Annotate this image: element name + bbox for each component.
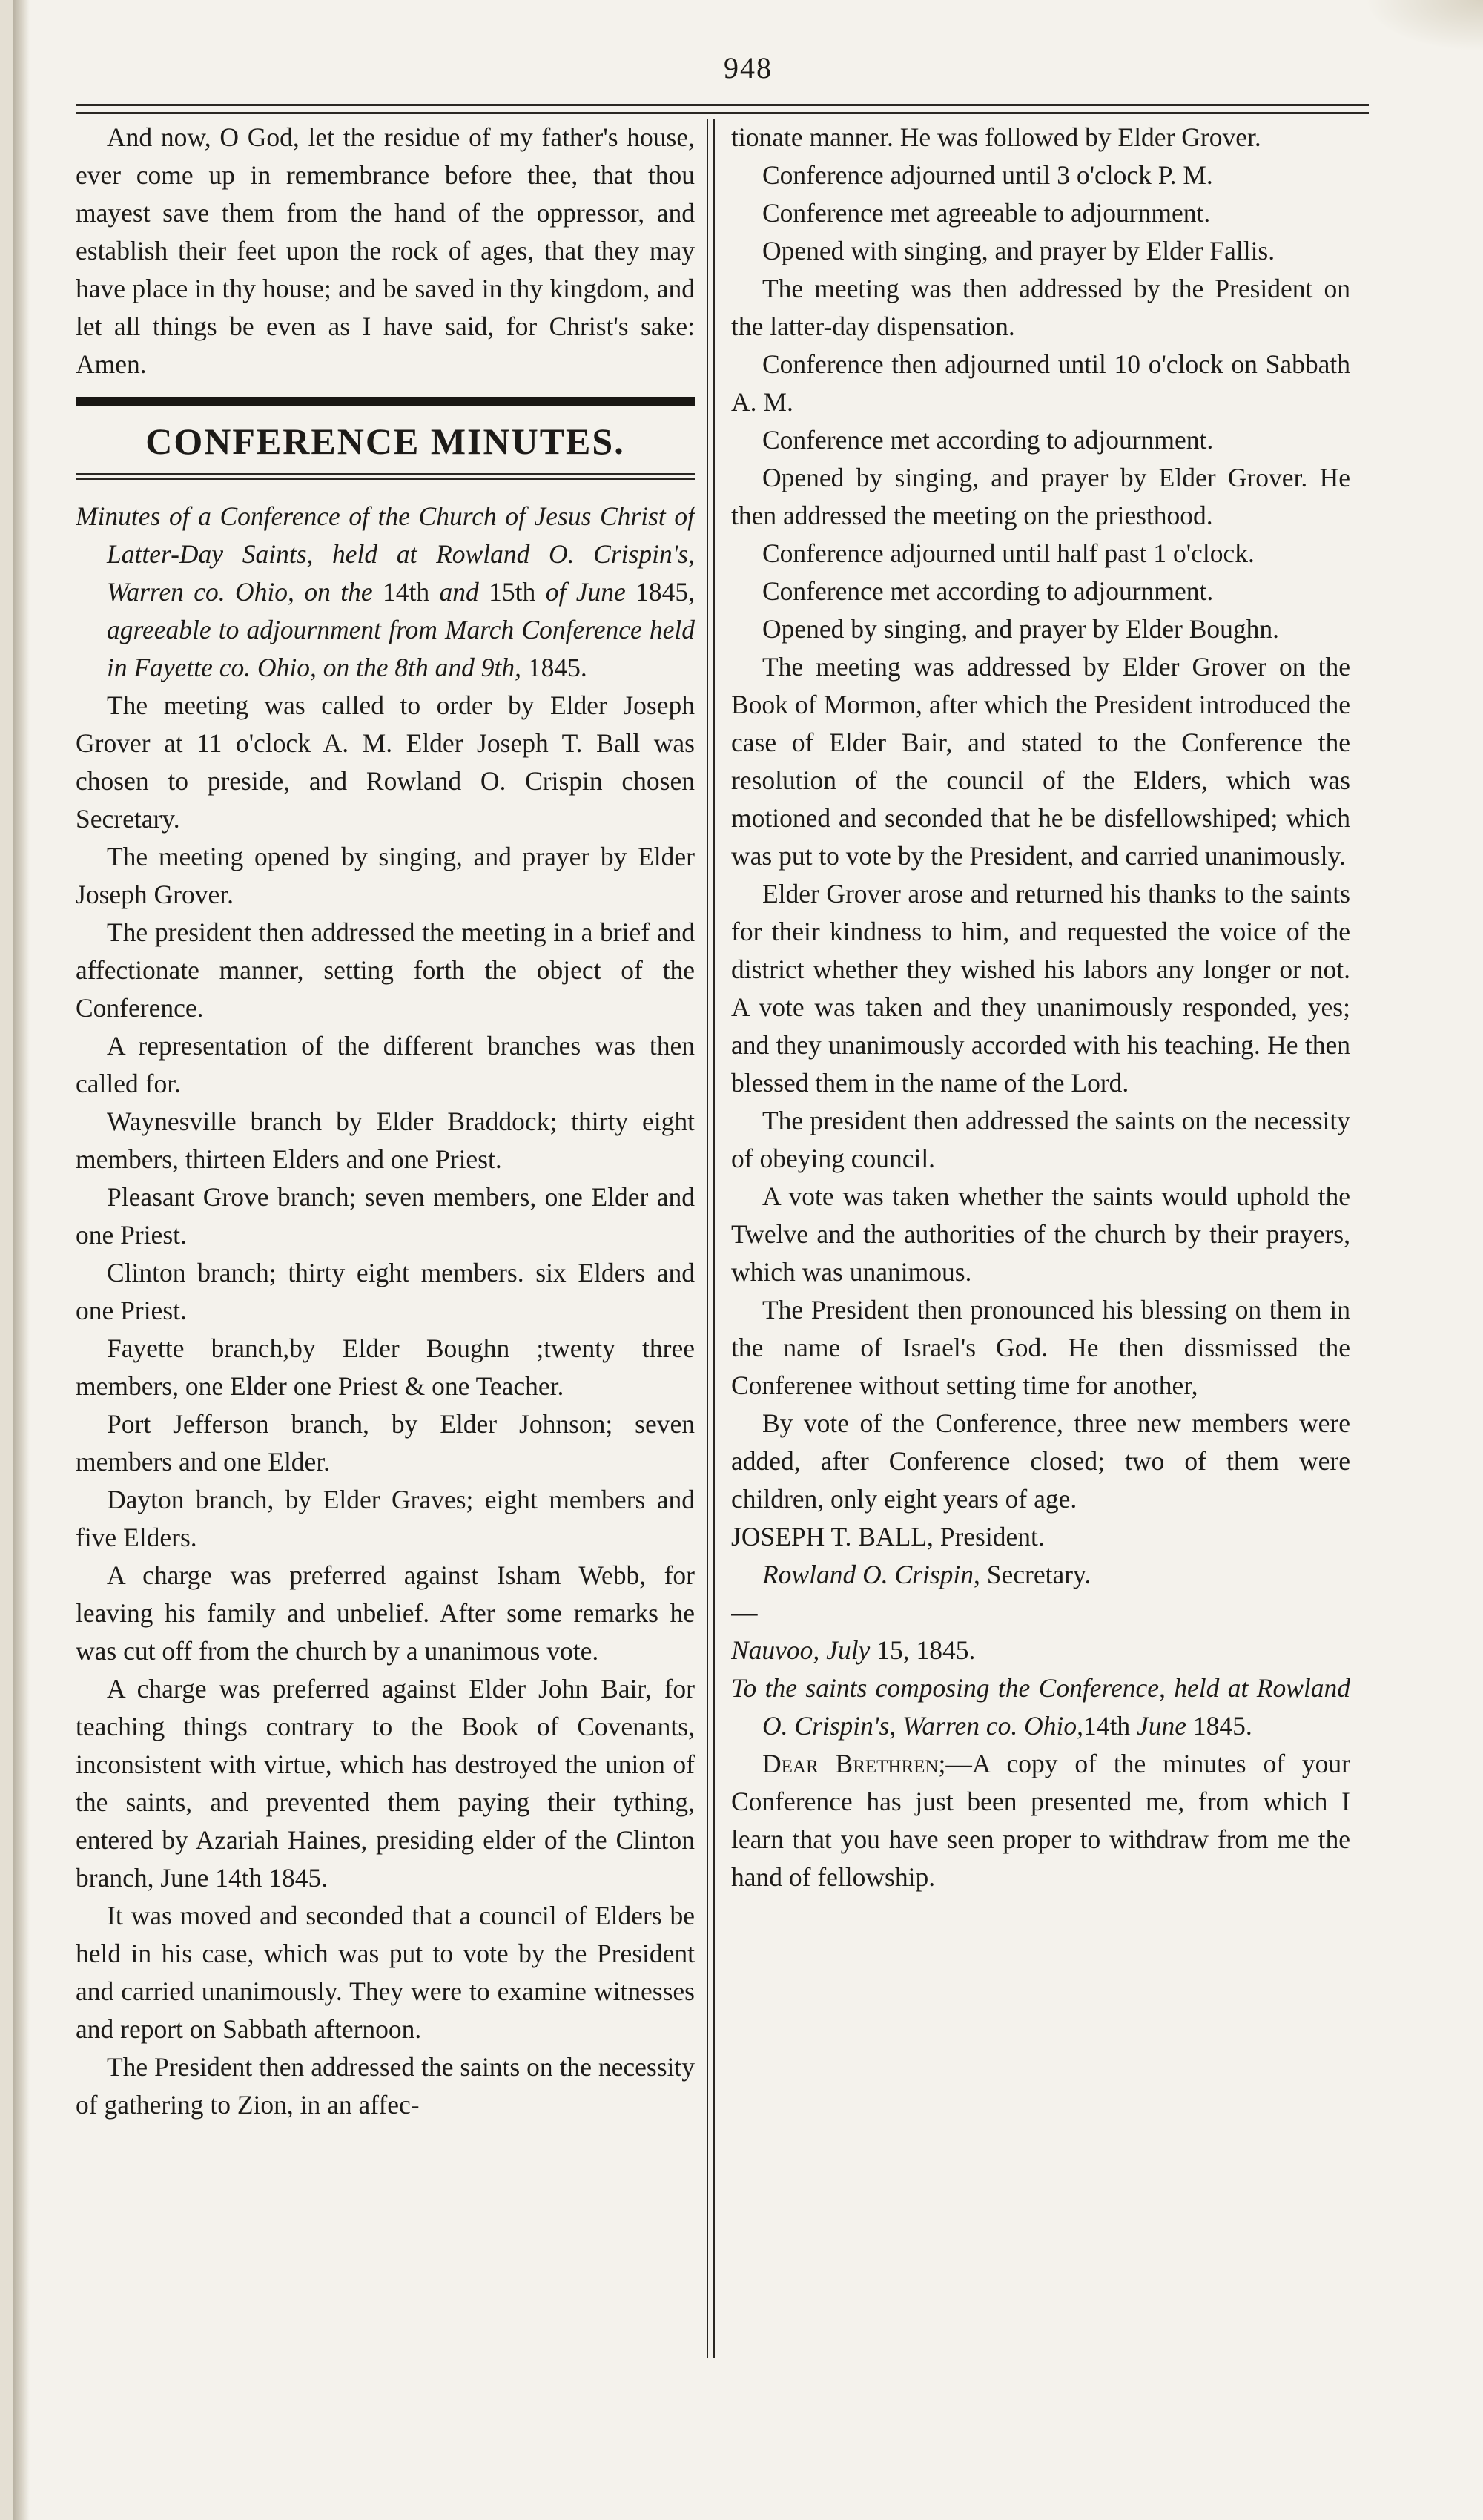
secretary-title: , Secretary. <box>974 1560 1091 1589</box>
intro-text: and <box>429 577 489 607</box>
letter-day: 15, 1845. <box>870 1635 976 1665</box>
minutes-paragraph: Conference adjourned until 3 o'clock P. M. <box>762 160 1213 190</box>
minutes-paragraph: The President then addressed the saints on the necessity of gathering to Zion, in an affec- <box>76 2052 695 2120</box>
minutes-paragraph: Opened with singing, and prayer by Elder Fallis. <box>762 236 1275 265</box>
letter-dateline <box>731 1632 1350 1669</box>
minutes-paragraph: Elder Grover arose and returned his thanks to the saints for their kindness to him, and requested the voice of the district whether they wished his labors any longer or not. A vote was taken and they unanimously responded, yes; and they unanimously accorded with his teaching. He then blessed them in the name of the Lord. <box>731 879 1350 1098</box>
branch-report: Fayette branch,by Elder Boughn ;twenty three members, one Elder one Priest & one Teacher. <box>76 1333 695 1401</box>
intro-text: Minutes of a Conference of the Church of Jesus Christ of Latter-Day Saints, held at Rowland O. Crispin's, Warren co. Ohio, on the <box>76 501 695 607</box>
section-dash: — <box>731 1597 758 1627</box>
branch-report: Waynesville branch by Elder Braddock; thirty eight members, thirteen Elders and one Priest. <box>76 1106 695 1174</box>
letter-address <box>731 1669 1350 1745</box>
header-double-rule <box>76 104 1369 114</box>
minutes-paragraph: Conference met according to adjournment. <box>762 576 1214 606</box>
minutes-paragraph: The meeting was then addressed by the President on the latter-day dispensation. <box>731 274 1350 341</box>
minutes-paragraph: Conference then adjourned until 10 o'clock on Sabbath A. M. <box>731 349 1350 417</box>
minutes-paragraph: The meeting opened by singing, and prayer by Elder Joseph Grover. <box>76 842 695 909</box>
address-date: 14th <box>1083 1711 1131 1741</box>
minutes-paragraph: A vote was taken whether the saints would uphold the Twelve and the authorities of the church by their prayers, which was unanimous. <box>731 1181 1350 1287</box>
letter-salutation: Dear Brethren <box>762 1749 939 1778</box>
minutes-paragraph: Conference met agreeable to adjournment. <box>762 198 1211 228</box>
book-page <box>13 0 1483 2520</box>
section-title: CONFERENCE MINUTES. <box>145 420 625 462</box>
intro-year: 1845 <box>635 577 689 607</box>
right-column <box>731 119 1350 2373</box>
minutes-paragraph: A charge was preferred against Isham Webb, for leaving his family and unbelief. After some remarks he was cut off from the church by a unanimous vote. <box>76 1560 695 1666</box>
minutes-paragraph: It was moved and seconded that a council of Elders be held in his case, which was put to vote by the President and carried unanimously. They were to examine witnesses and report on Sabbath afternoon. <box>76 1901 695 2044</box>
minutes-paragraph: Conference met according to adjournment. <box>762 425 1214 455</box>
section-double-rule <box>76 473 695 480</box>
address-text: To the saints composing the Conference, held at Rowland O. Crispin's, Warren co. Ohio, <box>731 1673 1350 1741</box>
left-column <box>76 119 695 2373</box>
secretary-signature <box>731 1556 1350 1594</box>
minutes-paragraph: The President then pronounced his blessing on them in the name of Israel's God. He then dissmissed the Conferenee without setting time for another, <box>731 1295 1350 1400</box>
address-text: June <box>1130 1711 1193 1741</box>
minutes-paragraph: Opened by singing, and prayer by Elder Grover. He then addressed the meeting on the priesthood. <box>731 463 1350 530</box>
page-binding-shadow <box>13 0 30 2520</box>
intro-date: 14th <box>383 577 430 607</box>
address-year: 1845. <box>1192 1711 1252 1741</box>
minutes-paragraph: The president then addressed the saints on the necessity of obeying council. <box>731 1106 1350 1173</box>
branch-report: Port Jefferson branch, by Elder Johnson; seven members and one Elder. <box>76 1409 695 1477</box>
intro-year: 1845. <box>527 653 587 682</box>
minutes-paragraph: The meeting was called to order by Elder Joseph Grover at 11 o'clock A. M. Elder Joseph T. Ball was chosen to preside, and Rowland O. Crispin chosen Secretary. <box>76 690 695 834</box>
minutes-paragraph: tionate manner. He was followed by Elder Grover. <box>731 122 1261 152</box>
column-divider-rule <box>707 119 715 2358</box>
minutes-paragraph: Conference adjourned until half past 1 o'clock. <box>762 538 1255 568</box>
minutes-paragraph: The president then addressed the meeting in a brief and affectionate manner, setting forth the object of the Conference. <box>76 917 695 1023</box>
letter-body <box>731 1745 1350 1896</box>
minutes-paragraph: A representation of the different branches was then called for. <box>76 1031 695 1098</box>
page-corner-stain <box>1364 0 1483 52</box>
page-number: 948 <box>724 51 773 85</box>
minutes-paragraph: A charge was preferred against Elder John Bair, for teaching things contrary to the Book of Covenants, inconsistent with virtue, which has destroyed the union of the saints, and prevented them paying their tything, entered by Azariah Haines, presiding elder of the Clinton branch, June 14th 1845. <box>76 1674 695 1893</box>
intro-text: , agreeable to adjournment from March Conference held in Fayette co. Ohio, on the 8th and 9th, <box>107 577 695 682</box>
intro-text: of June <box>535 577 636 607</box>
president-signature: JOSEPH T. BALL, President. <box>731 1522 1045 1551</box>
branch-report: Clinton branch; thirty eight members. six Elders and one Priest. <box>76 1258 695 1325</box>
minutes-paragraph: Opened by singing, and prayer by Elder Boughn. <box>762 614 1280 644</box>
intro-date: 15th <box>489 577 536 607</box>
branch-report: Dayton branch, by Elder Graves; eight members and five Elders. <box>76 1485 695 1552</box>
secretary-name: Rowland O. Crispin <box>762 1560 974 1589</box>
section-thick-rule <box>76 397 695 406</box>
letter-place: Nauvoo, July <box>731 1635 871 1665</box>
minutes-paragraph: The meeting was addressed by Elder Grover on the Book of Mormon, after which the President introduced the case of Elder Bair, and stated to the Conference the resolution of the council of the Elders, which was motioned and seconded that he be disfellowshiped; which was put to vote by the President, and carried unanimously. <box>731 652 1350 871</box>
letter-text: ;—A copy of the minutes of your Conference has just been presented me, from which I learn that you have seen proper to withdraw from me the hand of fellowship. <box>731 1749 1350 1892</box>
prayer-paragraph: And now, O God, let the residue of my father's house, ever come up in remembrance before thee, that thou mayest save them from the hand of the oppressor, and establish their feet upon the rock of ages, that they may have place in thy house; and be saved in thy kingdom, and let all things be even as I have said, for Christ's sake: Amen. <box>76 122 695 379</box>
branch-report: Pleasant Grove branch; seven members, one Elder and one Priest. <box>76 1182 695 1250</box>
minutes-paragraph: By vote of the Conference, three new members were added, after Conference closed; two of them were children, only eight years of age. <box>731 1408 1350 1514</box>
minutes-intro <box>76 498 695 687</box>
